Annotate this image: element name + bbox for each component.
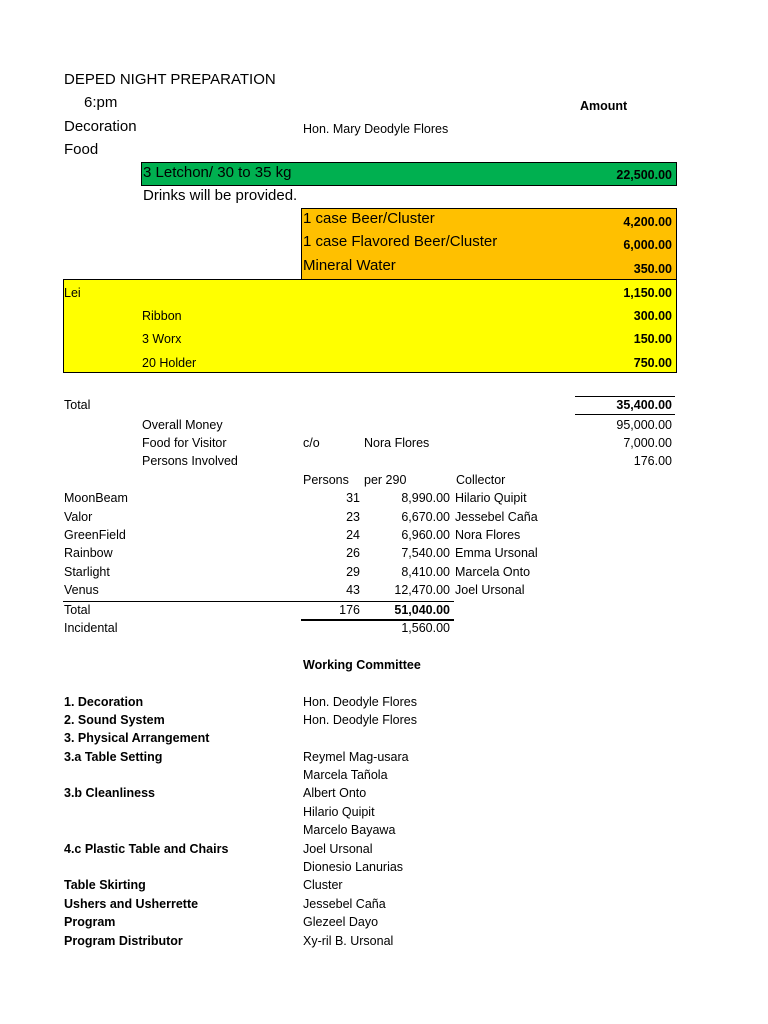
lei-item-amount: 150.00 (633, 332, 672, 346)
drink-item: 1 case Flavored Beer/Cluster (303, 233, 498, 250)
committee-person: Reymel Mag-usara (303, 750, 409, 764)
group-persons: 24 (346, 528, 360, 542)
group-persons: 23 (346, 510, 360, 524)
committee-person: Hon. Deodyle Flores (303, 695, 417, 709)
event-time: 6:pm (84, 94, 118, 111)
group-collector: Nora Flores (455, 528, 521, 542)
visitor-amount: 7,000.00 (623, 436, 672, 450)
visitor-label: Food for Visitor (142, 436, 227, 450)
committee-person: Xy-ril B. Ursonal (303, 934, 394, 948)
committee-task: 4.c Plastic Table and Chairs (64, 842, 229, 856)
group-persons: 31 (346, 491, 360, 505)
drink-item: 1 case Beer/Cluster (303, 210, 435, 227)
lei-label: Lei (64, 286, 81, 300)
committee-person: Hilario Quipit (303, 805, 375, 819)
committee-person: Hon. Deodyle Flores (303, 713, 417, 727)
group-total-rule (63, 601, 454, 602)
committee-task: 1. Decoration (64, 695, 144, 709)
persons-amount: 176.00 (633, 454, 672, 468)
group-collector: Hilario Quipit (455, 491, 527, 505)
lei-item: Ribbon (142, 309, 182, 323)
total-rule-bottom (575, 414, 675, 415)
committee-person: Marcela Tañola (303, 768, 388, 782)
group-persons: 26 (346, 546, 360, 560)
group-amount: 12,470.00 (394, 583, 450, 597)
committee-task: Program (64, 915, 116, 929)
letchon-amount: 22,500.00 (616, 168, 672, 182)
decoration-label: Decoration (64, 118, 137, 135)
group-amount: 6,670.00 (401, 510, 450, 524)
committee-person: Cluster (303, 878, 343, 892)
committee-task: Table Skirting (64, 878, 146, 892)
committee-task: 3.b Cleanliness (64, 786, 156, 800)
group-name: GreenField (64, 528, 126, 542)
group-collector: Marcela Onto (455, 565, 531, 579)
group-amount: 7,540.00 (401, 546, 450, 560)
amount-header: Amount (580, 99, 628, 113)
lei-item: 20 Holder (142, 356, 197, 370)
incidental-label: Incidental (64, 621, 118, 635)
group-collector: Emma Ursonal (455, 546, 538, 560)
col-per: per 290 (364, 473, 407, 487)
group-persons: 43 (346, 583, 360, 597)
committee-person: Jessebel Caña (303, 897, 386, 911)
committee-task: 3. Physical Arrangement (64, 731, 210, 745)
overall-label: Overall Money (142, 418, 223, 432)
group-name: Starlight (64, 565, 110, 579)
decoration-person: Hon. Mary Deodyle Flores (303, 122, 449, 136)
drink-item: Mineral Water (303, 257, 396, 274)
lei-item-amount: 750.00 (633, 356, 672, 370)
committee-task: 3.a Table Setting (64, 750, 163, 764)
committee-person: Albert Onto (303, 786, 367, 800)
overall-amount: 95,000.00 (616, 418, 672, 432)
page-title: DEPED NIGHT PREPARATION (64, 71, 276, 88)
visitor-co: c/o (303, 436, 320, 450)
total-rule-top (575, 396, 675, 397)
group-collector: Joel Ursonal (455, 583, 525, 597)
group-amount: 6,960.00 (401, 528, 450, 542)
group-name: MoonBeam (64, 491, 128, 505)
group-total-label: Total (64, 603, 91, 617)
incidental-amount: 1,560.00 (401, 621, 450, 635)
drink-amount: 4,200.00 (623, 215, 672, 229)
group-total-persons: 176 (339, 603, 360, 617)
committee-person: Glezeel Dayo (303, 915, 379, 929)
committee-task: Program Distributor (64, 934, 183, 948)
group-total-amount: 51,040.00 (394, 603, 450, 617)
lei-item-amount: 300.00 (633, 309, 672, 323)
total-amount: 35,400.00 (616, 398, 672, 412)
committee-person: Dionesio Lanurias (303, 860, 404, 874)
group-amount: 8,410.00 (401, 565, 450, 579)
committee-person: Joel Ursonal (303, 842, 373, 856)
drink-amount: 350.00 (633, 262, 672, 276)
committee-title: Working Committee (303, 658, 421, 672)
lei-amount: 1,150.00 (623, 286, 672, 300)
col-collector: Collector (456, 473, 506, 487)
lei-item: 3 Worx (142, 332, 182, 346)
committee-person: Marcelo Bayawa (303, 823, 396, 837)
total-label: Total (64, 398, 91, 412)
letchon-label: 3 Letchon/ 30 to 35 kg (143, 164, 292, 181)
group-persons: 29 (346, 565, 360, 579)
group-name: Valor (64, 510, 93, 524)
committee-task: Ushers and Usherrette (64, 897, 199, 911)
persons-label: Persons Involved (142, 454, 238, 468)
group-name: Venus (64, 583, 99, 597)
drink-amount: 6,000.00 (623, 238, 672, 252)
col-persons: Persons (303, 473, 349, 487)
committee-task: 2. Sound System (64, 713, 165, 727)
group-amount: 8,990.00 (401, 491, 450, 505)
group-name: Rainbow (64, 546, 113, 560)
group-collector: Jessebel Caña (455, 510, 538, 524)
drinks-note: Drinks will be provided. (143, 187, 298, 204)
food-label: Food (64, 141, 99, 158)
visitor-person: Nora Flores (364, 436, 430, 450)
